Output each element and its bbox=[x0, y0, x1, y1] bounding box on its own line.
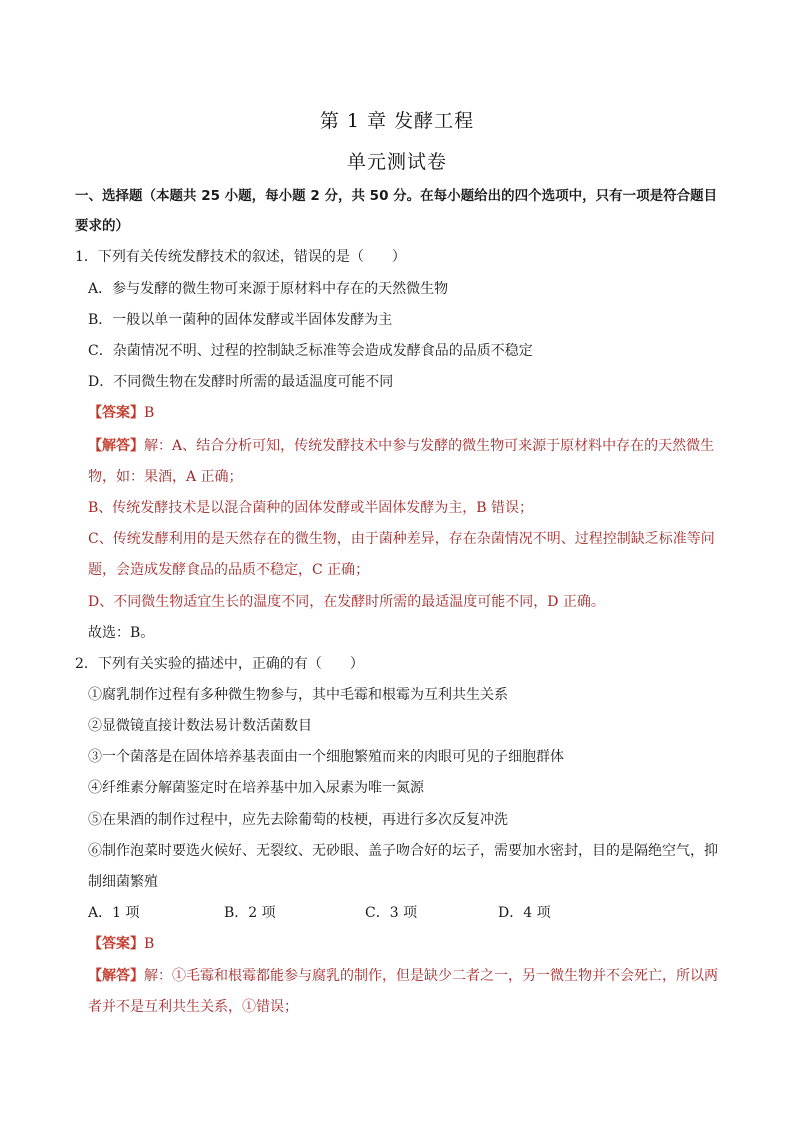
analysis-text: 解：A、结合分析可知，传统发酵技术中参与发酵的微生物可来源于原材料中存在的天然微生 bbox=[144, 438, 715, 454]
question-1-analysis-line-3: B、传统发酵技术是以混合菌种的固体发酵或半固体发酵为主，B 错误； bbox=[88, 500, 534, 516]
question-2-analysis-line-1 bbox=[88, 966, 738, 986]
analysis-text: 解：①毛霉和根霉都能参与腐乳的制作，但是缺少二者之一，另一微生物并不会死亡，所以两 bbox=[144, 968, 718, 984]
question-2-option-c: C．3 项 bbox=[365, 905, 418, 921]
question-1-analysis-line-2: 物，如：果酒，A 正确； bbox=[88, 469, 243, 485]
question-1-analysis-line-4: C、传统发酵利用的是天然存在的微生物，由于菌种差异，存在杂菌情况不明、过程控制缺乏标准等问 bbox=[88, 531, 715, 547]
question-2-analysis-line-2: 者并不是互利共生关系，①错误； bbox=[88, 999, 298, 1015]
answer-label: 【答案】 bbox=[88, 405, 144, 421]
answer-value: B bbox=[144, 405, 155, 421]
question-2-item-2: ②显微镜直接计数法易计数活菌数目 bbox=[88, 718, 312, 734]
analysis-label: 【解答】 bbox=[88, 968, 144, 984]
answer-value: B bbox=[144, 936, 155, 952]
question-2-stem: 2．下列有关实验的描述中，正确的有（ ） bbox=[75, 656, 364, 672]
question-1-analysis-line-1 bbox=[88, 436, 738, 456]
question-1-answer bbox=[88, 403, 738, 423]
question-2-item-1: ①腐乳制作过程有多种微生物参与，其中毛霉和根霉为互利共生关系 bbox=[88, 687, 508, 703]
question-1-option-d: D．不同微生物在发酵时所需的最适温度可能不同 bbox=[88, 374, 394, 390]
question-1-conclusion: 故选：B。 bbox=[88, 625, 155, 641]
test-subtitle: 单元测试卷 bbox=[346, 151, 447, 173]
question-2-option-b: B．2 项 bbox=[224, 905, 276, 921]
section-heading-line-2: 要求的） bbox=[75, 218, 129, 234]
question-1-option-b: B．一般以单一菌种的固体发酵或半固体发酵为主 bbox=[88, 312, 393, 328]
question-1-option-a: A．参与发酵的微生物可来源于原材料中存在的天然微生物 bbox=[88, 281, 449, 297]
question-2-item-6-continued: 制细菌繁殖 bbox=[88, 874, 158, 890]
question-1-option-c: C．杂菌情况不明、过程的控制缺乏标准等会造成发酵食品的品质不稳定 bbox=[88, 343, 533, 359]
question-1-stem: 1．下列有关传统发酵技术的叙述，错误的是（ ） bbox=[75, 249, 406, 265]
question-2-item-3: ③一个菌落是在固体培养基表面由一个细胞繁殖而来的肉眼可见的子细胞群体 bbox=[88, 749, 564, 765]
question-2-item-4: ④纤维素分解菌鉴定时在培养基中加入尿素为唯一氮源 bbox=[88, 780, 424, 796]
question-1-analysis-line-6: D、不同微生物适宜生长的温度不同，在发酵时所需的最适温度可能不同，D 正确。 bbox=[88, 594, 605, 610]
question-2-answer bbox=[88, 934, 738, 954]
question-2-item-6: ⑥制作泡菜时要选火候好、无裂纹、无砂眼、盖子吻合好的坛子，需要加水密封，目的是隔绝空气，抑 bbox=[88, 843, 718, 859]
question-2-item-5: ⑤在果酒的制作过程中，应先去除葡萄的枝梗，再进行多次反复冲洗 bbox=[88, 812, 508, 828]
analysis-label: 【解答】 bbox=[88, 438, 144, 454]
question-1-analysis-line-5: 题，会造成发酵食品的品质不稳定，C 正确； bbox=[88, 562, 370, 578]
question-2-option-a: A．1 项 bbox=[88, 905, 140, 921]
section-heading-line-1: 一、选择题（本题共 25 小题，每小题 2 分，共 50 分。在每小题给出的四个选项中，只有一项是符合题目 bbox=[75, 188, 718, 204]
question-2-option-d: D．4 项 bbox=[498, 905, 551, 921]
answer-label: 【答案】 bbox=[88, 936, 144, 952]
chapter-title: 第 1 章 发酵工程 bbox=[319, 110, 475, 132]
